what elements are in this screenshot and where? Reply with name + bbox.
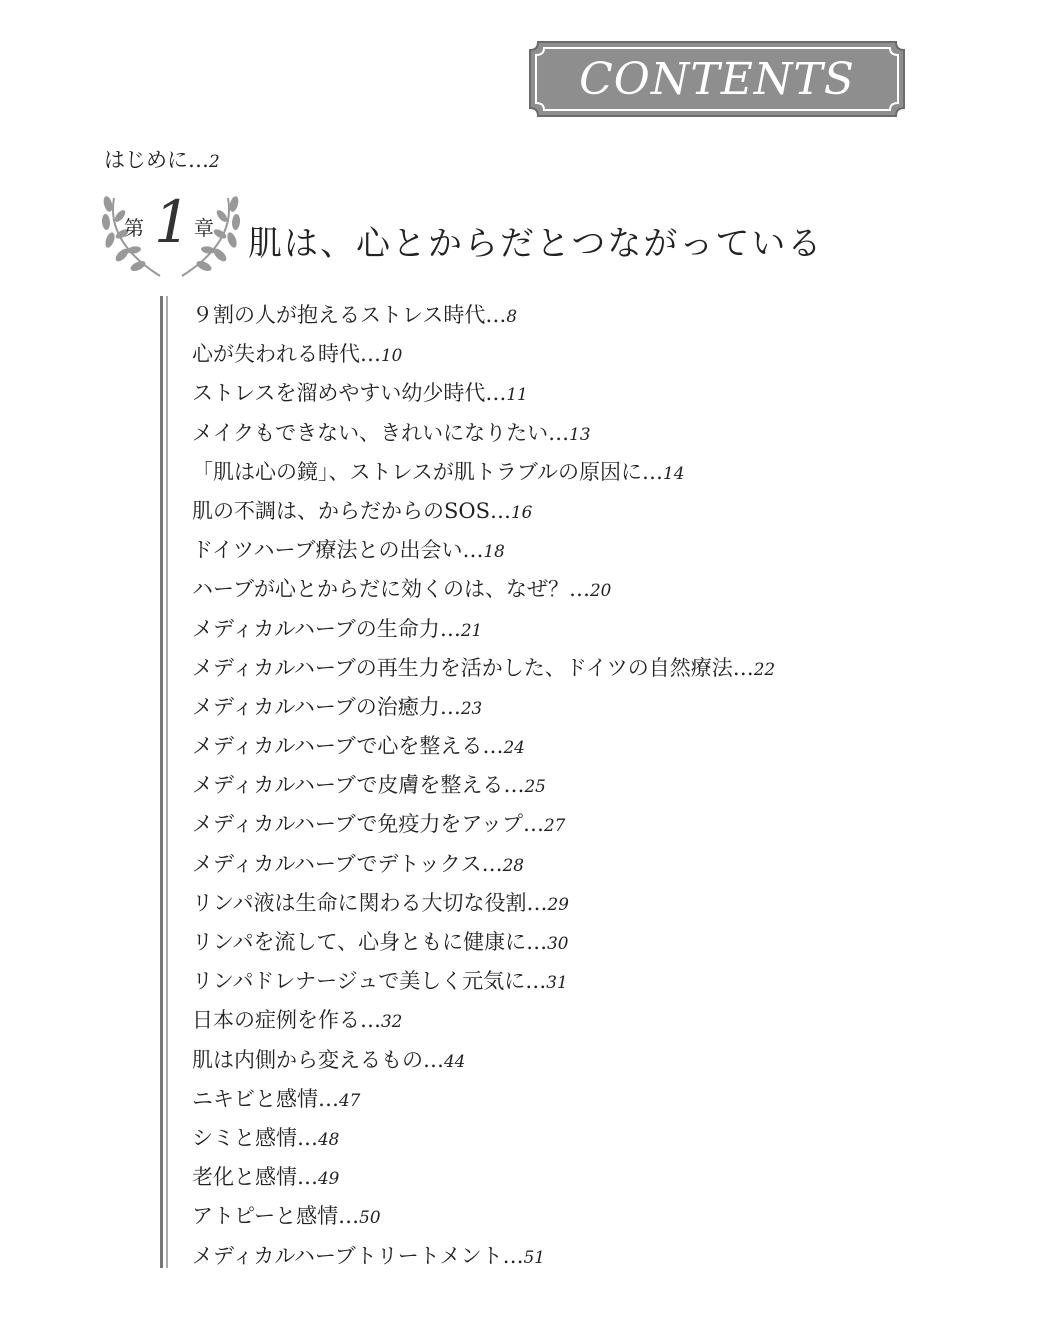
toc-item-page-number: 48 [318,1128,340,1149]
toc-item-title: リンパを流して、心身ともに健康に [192,930,527,954]
toc-item-leader: … [490,498,511,523]
toc-item-page-number: 22 [753,658,776,679]
toc-item[interactable] [192,1080,1012,1119]
chapter-title[interactable]: 肌は、心とからだとつながっている [248,224,824,264]
toc-item-page-number: 30 [547,933,569,953]
toc-item-title: 「肌は心の鏡」、ストレスが肌トラブルの原因に [192,459,643,484]
toc-item-leader: … [423,1047,444,1072]
toc-item-leader: … [502,1243,524,1268]
toc-item-leader: … [297,1165,318,1190]
toc-item-title: メディカルハーブでデトックス [192,851,482,876]
toc-item-leader: … [526,930,548,954]
toc-item-title: リンパドレナージュで美しく元気に [192,969,526,994]
toc-item[interactable] [192,649,1012,688]
toc-item[interactable] [192,570,1012,609]
toc-item[interactable] [192,335,1012,374]
contents-title: CONTENTS [579,53,855,105]
toc-item[interactable] [192,727,1012,766]
toc-item-title: メディカルハーブの再生力を活かした、ドイツの自然療法 [192,655,733,680]
toc-item-page-number: 47 [339,1089,361,1110]
toc-item-title: メディカルハーブの治癒力 [192,694,440,719]
toc-item-page-number: 24 [503,737,525,758]
toc-item[interactable] [192,1197,1012,1236]
toc-item-title: 心が失われる時代 [192,342,360,367]
toc-item-page-number: 27 [543,815,566,836]
toc-item[interactable] [192,884,1012,923]
toc-item-leader: … [485,381,507,406]
toc-item[interactable] [192,1158,1012,1197]
toc-item[interactable] [192,610,1012,649]
chapter-emblem [100,188,242,284]
toc-item-page-number: 16 [511,501,533,522]
intro-leader: … [188,148,209,172]
toc-item-title: メディカルハーブトリートメント [192,1243,503,1268]
toc-item-page-number: 28 [502,854,524,875]
toc-item-leader: … [481,851,503,876]
toc-item-title: メイクもできない、きれいになりたい [192,420,549,445]
toc-item-page-number: 23 [460,697,483,718]
toc-item-page-number: 8 [506,306,518,326]
toc-item-title: シミと感情 [192,1125,297,1150]
toc-item-page-number: 21 [460,619,483,640]
toc-item[interactable] [192,845,1012,884]
toc-item[interactable] [192,1001,1012,1040]
toc-item-title: ストレスを溜めやすい幼少時代 [192,381,486,406]
toc-item[interactable] [192,1119,1012,1158]
toc-item-title: アトピーと感情 [192,1204,339,1229]
toc-item-page-number: 51 [523,1246,545,1267]
toc-item[interactable] [192,688,1012,727]
toc-item-title: 日本の症例を作る [192,1008,360,1033]
toc-item-page-number: 44 [444,1050,466,1071]
toc-item[interactable] [192,492,1012,531]
toc-item-leader: … [360,1008,381,1033]
toc-item-leader: … [439,694,461,719]
toc-list [192,296,1012,1276]
contents-banner [528,40,906,118]
toc-item-leader: … [503,773,525,798]
toc-item-leader: … [642,459,664,484]
toc-item-page-number: 29 [547,893,569,914]
toc-item-page-number: 31 [546,972,568,993]
toc-item[interactable] [192,296,1012,335]
toc-item[interactable] [192,805,1012,844]
chapter-number: 1 [154,188,191,256]
toc-item-leader: … [526,890,548,915]
intro-entry[interactable] [104,144,220,174]
toc-item-page-number: 18 [483,541,505,562]
toc-item[interactable] [192,1041,1012,1080]
intro-page-number: 2 [209,151,220,171]
toc-item-title: 肌は内側から変えるもの [192,1047,423,1072]
toc-item-leader: … [548,420,570,445]
toc-item-leader: … [522,812,544,837]
toc-item-leader: … [482,734,504,759]
toc-item-page-number: 10 [381,345,403,366]
toc-item-title: ドイツハーブ療法との出会い [192,538,463,563]
toc-item-title: ９割の人が抱えるストレス時代 [192,303,486,327]
toc-item-title: 肌の不調は、からだからのSOS [192,498,490,523]
chapter-prefix: 第 [124,216,144,240]
toc-item-title: ハーブが心とからだに効くのは、なぜ？ [192,577,569,602]
toc-item-page-number: 13 [569,423,591,444]
toc-item-page-number: 32 [381,1011,403,1032]
toc-item-page-number: 25 [524,776,546,797]
toc-item-leader: … [318,1086,339,1111]
toc-item-page-number: 14 [663,462,685,483]
toc-item[interactable] [192,374,1012,413]
toc-item-page-number: 11 [506,384,528,405]
toc-item[interactable] [192,766,1012,805]
toc-item[interactable] [192,531,1012,570]
toc-item[interactable] [192,453,1012,492]
toc-item-title: メディカルハーブの生命力 [192,616,440,641]
toc-item-leader: … [525,969,547,994]
intro-label: はじめに [104,148,188,172]
toc-item-title: メディカルハーブで免疫力をアップ [192,812,523,837]
toc-item[interactable] [192,962,1012,1001]
toc-item-page-number: 49 [318,1168,340,1189]
toc-item[interactable] [192,414,1012,453]
toc-item-title: メディカルハーブで心を整える [192,734,483,759]
toc-item-leader: … [439,616,461,641]
toc-item-leader: … [462,538,484,563]
toc-item-title: リンパ液は生命に関わる大切な役割 [192,890,527,915]
toc-item-leader: … [732,655,754,680]
toc-item-leader: … [360,342,381,367]
chapter-suffix: 章 [194,216,214,240]
toc-item-page-number: 20 [589,580,612,601]
toc-item[interactable] [192,923,1012,962]
toc-item[interactable] [192,1237,1012,1276]
toc-item-leader: … [338,1204,360,1229]
toc-left-rule [160,296,168,1268]
toc-item-title: メディカルハーブで皮膚を整える [192,773,504,798]
toc-item-leader: … [568,577,590,602]
toc-item-leader: … [485,303,507,327]
toc-item-title: ニキビと感情 [192,1086,318,1111]
toc-item-title: 老化と感情 [192,1165,297,1190]
toc-item-page-number: 50 [359,1207,381,1228]
toc-item-leader: … [297,1125,318,1150]
